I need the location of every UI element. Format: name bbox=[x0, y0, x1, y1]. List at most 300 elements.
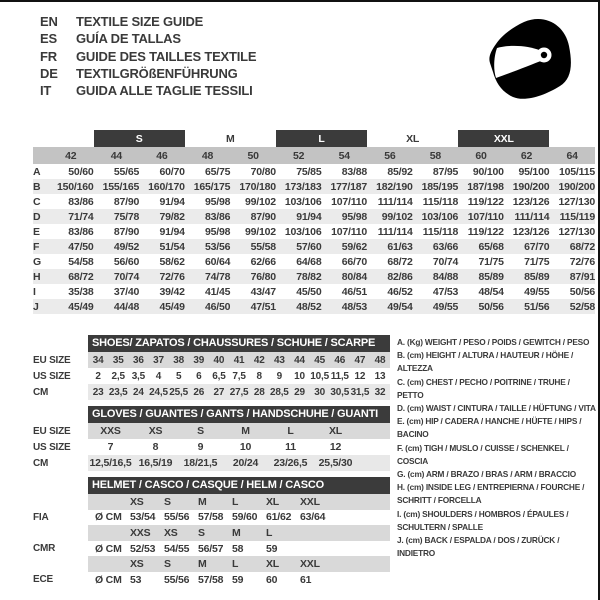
value-cell: 55/56 bbox=[164, 573, 190, 586]
size-column-header: 50 bbox=[230, 147, 276, 164]
size-cell: 47/51 bbox=[250, 300, 276, 313]
size-cell: 70/80 bbox=[250, 165, 276, 178]
size-cell: 123/126 bbox=[512, 195, 550, 208]
size-row-g bbox=[33, 254, 595, 269]
size-cell: 75/85 bbox=[296, 165, 322, 178]
size-cell: 103/106 bbox=[284, 225, 322, 238]
value-cell: XS bbox=[130, 495, 144, 508]
value-cell: 46 bbox=[334, 354, 346, 366]
sub-table-row bbox=[33, 541, 390, 557]
row-cells bbox=[88, 572, 390, 588]
size-cell: 55/58 bbox=[250, 240, 276, 253]
legend-item: I. (cm) SHOULDERS / HOMBROS / ÉPAULES / SCHULTERN / SPALLE bbox=[397, 508, 569, 532]
value-cell: 31,5 bbox=[350, 386, 370, 398]
size-row-j bbox=[33, 299, 595, 314]
value-cell: 4 bbox=[155, 370, 162, 382]
value-cell: 30,5 bbox=[330, 386, 350, 398]
size-cell: 45/50 bbox=[296, 285, 322, 298]
sub-table-row bbox=[33, 439, 390, 455]
value-cell: 12 bbox=[329, 441, 342, 453]
language-title: GUIDE DES TAILLES TEXTILE bbox=[76, 48, 257, 64]
size-cell: 160/170 bbox=[148, 180, 185, 193]
row-cells bbox=[88, 525, 390, 541]
value-cell: 16,5/19 bbox=[138, 457, 173, 469]
legend-item: F. (cm) TIGH / MUSLO / CUISSE / SCHENKEL / COSCIA bbox=[397, 442, 569, 466]
row-cells bbox=[88, 541, 390, 557]
language-code: ES bbox=[40, 31, 57, 47]
size-row-label: E bbox=[33, 225, 40, 238]
size-cell: 119/122 bbox=[467, 195, 504, 208]
language-code: FR bbox=[40, 48, 57, 64]
row-label: ECE bbox=[33, 574, 53, 586]
size-cell: 70/74 bbox=[432, 255, 459, 268]
value-cell: 10 bbox=[239, 441, 252, 453]
size-cell: 67/70 bbox=[524, 240, 550, 253]
value-cell: 47 bbox=[354, 354, 366, 366]
value-cell: 44 bbox=[294, 354, 305, 366]
size-cell: 55/65 bbox=[113, 165, 140, 178]
value-cell: 7 bbox=[107, 441, 114, 453]
language-title-list bbox=[40, 13, 256, 99]
size-cell: 170/180 bbox=[239, 180, 276, 193]
size-cell: 70/74 bbox=[113, 270, 140, 283]
size-column-header-row bbox=[33, 147, 595, 164]
size-cell: 91/94 bbox=[296, 210, 322, 223]
size-cell: 105/115 bbox=[559, 165, 595, 178]
diameter-cm-label: Ø CM bbox=[95, 573, 122, 586]
value-cell: 57/58 bbox=[198, 573, 224, 586]
value-cell: 5 bbox=[175, 370, 182, 382]
size-cell: 60/64 bbox=[205, 255, 231, 268]
size-cell: 35/38 bbox=[68, 285, 94, 298]
size-row-a bbox=[33, 164, 595, 179]
value-cell: 2,5 bbox=[111, 370, 125, 382]
row-label: CMR bbox=[33, 543, 56, 555]
size-cell: 83/88 bbox=[341, 165, 368, 178]
legend-item: J. (cm) BACK / ESPALDA / DOS / ZURÜCK / INDIETRO bbox=[397, 535, 560, 559]
textile-size-table bbox=[33, 130, 595, 314]
value-cell: M bbox=[198, 495, 207, 508]
value-cell: S bbox=[198, 526, 205, 539]
size-column-spacer bbox=[33, 147, 48, 164]
value-cell: 27 bbox=[213, 386, 225, 398]
size-cell: 95/98 bbox=[341, 210, 368, 223]
size-column-header: 64 bbox=[549, 147, 595, 164]
size-cell: 107/110 bbox=[467, 210, 504, 223]
value-cell: 60 bbox=[266, 573, 278, 586]
value-cell: 2 bbox=[95, 370, 101, 382]
sub-table-row bbox=[33, 423, 390, 439]
legend-item: B. (cm) HEIGHT / ALTURA / HAUTEUR / HÖHE / ALTEZZA bbox=[397, 350, 574, 374]
gloves-size-table bbox=[33, 406, 390, 471]
size-cell: 37/40 bbox=[113, 285, 140, 298]
row-cells bbox=[88, 352, 390, 368]
row-label: FIA bbox=[33, 511, 49, 523]
value-cell: 26 bbox=[193, 386, 205, 398]
size-row-label: G bbox=[33, 255, 41, 268]
sub-table-row bbox=[33, 455, 390, 471]
size-cell: 111/114 bbox=[514, 210, 550, 223]
diameter-cm-label: Ø CM bbox=[95, 511, 122, 524]
size-cell: 115/119 bbox=[559, 210, 595, 223]
value-cell: 56/57 bbox=[198, 542, 224, 555]
size-cell: 39/42 bbox=[159, 285, 185, 298]
size-cell: 99/102 bbox=[244, 225, 276, 238]
sub-table-row bbox=[33, 368, 390, 384]
language-title: GUIDA ALLE TAGLIE TESSILI bbox=[76, 83, 253, 99]
size-cell: 185/195 bbox=[421, 180, 459, 193]
value-cell: XXS bbox=[130, 526, 151, 539]
size-cell: 50/60 bbox=[68, 165, 94, 178]
size-cell: 150/160 bbox=[57, 180, 94, 193]
size-cell: 48/53 bbox=[341, 300, 368, 313]
size-cell: 46/51 bbox=[341, 285, 368, 298]
value-cell: 53/54 bbox=[130, 511, 156, 524]
size-cell: 41/45 bbox=[205, 285, 231, 298]
size-cell: 45/49 bbox=[159, 300, 185, 313]
size-cell: 95/98 bbox=[205, 195, 231, 208]
sub-table-row bbox=[33, 384, 390, 400]
value-cell: 6 bbox=[196, 370, 202, 382]
size-cell: 95/100 bbox=[518, 165, 550, 178]
size-cell: 65/75 bbox=[205, 165, 231, 178]
size-cell: 68/72 bbox=[569, 240, 595, 253]
size-cell: 87/90 bbox=[250, 210, 276, 223]
value-cell: 36 bbox=[132, 354, 144, 366]
size-cell: 83/86 bbox=[205, 210, 231, 223]
size-cell: 47/53 bbox=[432, 285, 459, 298]
size-cell: 123/126 bbox=[512, 225, 550, 238]
value-cell: L bbox=[232, 495, 239, 508]
row-cells bbox=[88, 510, 390, 526]
size-row-d bbox=[33, 209, 595, 224]
size-column-header: 60 bbox=[458, 147, 504, 164]
row-cells bbox=[88, 384, 390, 400]
size-cell: 71/74 bbox=[68, 210, 94, 223]
size-column-header: 58 bbox=[413, 147, 459, 164]
racing-helmet-icon bbox=[488, 17, 572, 109]
size-row-label: B bbox=[33, 180, 41, 193]
helmet-size-table bbox=[33, 477, 390, 588]
size-row-i bbox=[33, 284, 595, 299]
size-cell: 187/198 bbox=[467, 180, 504, 193]
size-cell: 84/88 bbox=[432, 270, 459, 283]
row-label: EU SIZE bbox=[33, 425, 71, 437]
sub-table-row bbox=[33, 494, 390, 510]
racing-helmet-graphic bbox=[488, 17, 572, 109]
row-label: US SIZE bbox=[33, 370, 71, 382]
value-cell: 23/26,5 bbox=[273, 457, 308, 469]
value-cell: L bbox=[287, 425, 294, 437]
helmet-table-rows bbox=[33, 494, 390, 588]
value-cell: XXS bbox=[100, 425, 121, 437]
value-cell: 61/62 bbox=[266, 511, 292, 524]
value-cell: XS bbox=[164, 526, 178, 539]
measurement-legend bbox=[397, 336, 597, 560]
legend-item: G. (cm) ARM / BRAZO / BRAS / ARM / BRACCIO bbox=[397, 469, 577, 480]
value-cell: M bbox=[232, 526, 241, 539]
value-cell: 23,5 bbox=[108, 386, 128, 398]
size-cell: 83/86 bbox=[68, 225, 94, 238]
value-cell: 63/64 bbox=[300, 511, 326, 524]
size-cell: 165/175 bbox=[193, 180, 231, 193]
helmet-table-title: HELMET / CASCO / CASQUE / HELM / CASCO bbox=[88, 477, 390, 494]
value-cell: 32 bbox=[374, 386, 386, 398]
size-column-header: 44 bbox=[94, 147, 140, 164]
size-cell: 182/190 bbox=[376, 180, 413, 193]
value-cell: 8 bbox=[152, 441, 159, 453]
size-cell: 155/165 bbox=[102, 180, 140, 193]
size-cell: 63/66 bbox=[432, 240, 459, 253]
size-cell: 61/63 bbox=[387, 240, 413, 253]
shoes-size-table bbox=[33, 335, 390, 400]
value-cell: 27,5 bbox=[229, 386, 249, 398]
size-cell: 59/62 bbox=[341, 240, 368, 253]
size-cell: 46/52 bbox=[387, 285, 413, 298]
language-code: IT bbox=[40, 83, 52, 99]
size-cell: 79/82 bbox=[159, 210, 185, 223]
value-cell: 29 bbox=[294, 386, 305, 398]
size-cell: 85/89 bbox=[524, 270, 550, 283]
size-cell: 119/122 bbox=[467, 225, 504, 238]
value-cell: 25,5 bbox=[169, 386, 188, 398]
value-cell: 34 bbox=[92, 354, 104, 366]
value-cell: 58 bbox=[232, 542, 244, 555]
legend-item: E. (cm) HIP / CADERA / HANCHE / HÜFTE / HIPS / BACINO bbox=[397, 416, 582, 440]
size-cell: 127/130 bbox=[558, 195, 595, 208]
row-cells bbox=[88, 556, 390, 572]
value-cell: 11,5 bbox=[330, 370, 349, 382]
size-cell: 76/80 bbox=[250, 270, 276, 283]
size-cell: 48/52 bbox=[296, 300, 322, 313]
value-cell: 9 bbox=[197, 441, 204, 453]
language-title: GUÍA DE TALLAS bbox=[76, 31, 181, 47]
size-row-label: I bbox=[33, 285, 36, 298]
size-cell: 54/58 bbox=[68, 255, 94, 268]
size-cell: 127/130 bbox=[558, 225, 595, 238]
shoes-table-title: SHOES/ ZAPATOS / CHAUSSURES / SCHUHE / SCARPE bbox=[88, 335, 390, 352]
size-column-header: 48 bbox=[185, 147, 231, 164]
band-spacer bbox=[33, 130, 94, 147]
size-row-label: F bbox=[33, 240, 40, 253]
legend-item: D. (cm) WAIST / CINTURA / TAILLE / HÜFTUNG / VITA bbox=[397, 403, 596, 414]
sub-table-row bbox=[33, 556, 390, 572]
value-cell: 25,5/30 bbox=[318, 457, 353, 469]
size-cell: 99/102 bbox=[244, 195, 276, 208]
size-cell: 64/68 bbox=[296, 255, 322, 268]
value-cell: 28 bbox=[253, 386, 265, 398]
size-row-e bbox=[33, 224, 595, 239]
size-row-label: A bbox=[33, 165, 41, 178]
legend-item: A. (Kg) WEIGHT / PESO / POIDS / GEWITCH / PESO bbox=[397, 337, 590, 347]
size-cell: 49/55 bbox=[432, 300, 459, 313]
size-cell: 95/98 bbox=[205, 225, 231, 238]
value-cell: 43 bbox=[273, 354, 285, 366]
size-cell: 72/76 bbox=[159, 270, 185, 283]
value-cell: 18/21,5 bbox=[183, 457, 218, 469]
value-cell: 35 bbox=[112, 354, 124, 366]
size-cell: 111/114 bbox=[377, 225, 413, 238]
size-cell: 82/86 bbox=[387, 270, 413, 283]
sub-table-row bbox=[33, 510, 390, 526]
value-cell: L bbox=[232, 558, 239, 571]
size-cell: 87/90 bbox=[113, 195, 140, 208]
language-row bbox=[40, 48, 256, 65]
size-cell: 60/70 bbox=[159, 165, 185, 178]
size-row-h bbox=[33, 269, 595, 284]
size-row-c bbox=[33, 194, 595, 209]
size-cell: 56/60 bbox=[113, 255, 140, 268]
size-cell: 78/82 bbox=[296, 270, 322, 283]
value-cell: L bbox=[266, 526, 273, 539]
size-cell: 74/78 bbox=[205, 270, 231, 283]
row-label: EU SIZE bbox=[33, 354, 71, 366]
value-cell: 41 bbox=[233, 354, 245, 366]
value-cell: 7,5 bbox=[232, 370, 246, 382]
value-cell: 10 bbox=[294, 370, 305, 382]
value-cell: 57/58 bbox=[198, 511, 224, 524]
size-cell: 51/54 bbox=[159, 240, 185, 253]
value-cell: 37 bbox=[153, 354, 164, 366]
value-cell: 12 bbox=[354, 370, 366, 382]
value-cell: 52/53 bbox=[130, 542, 156, 555]
size-cell: 57/60 bbox=[296, 240, 322, 253]
value-cell: 30 bbox=[314, 386, 325, 398]
size-cell: 53/56 bbox=[205, 240, 231, 253]
value-cell: 13 bbox=[374, 370, 386, 382]
value-cell: 45 bbox=[314, 354, 325, 366]
value-cell: 54/55 bbox=[164, 542, 190, 555]
size-band-xxl: XXL bbox=[458, 130, 549, 147]
value-cell: XL bbox=[266, 558, 280, 571]
size-row-b bbox=[33, 179, 595, 194]
size-cell: 46/50 bbox=[205, 300, 231, 313]
value-cell: 61 bbox=[300, 573, 312, 586]
size-cell: 68/72 bbox=[387, 255, 413, 268]
size-cell: 99/102 bbox=[381, 210, 413, 223]
size-cell: 91/94 bbox=[159, 225, 185, 238]
size-row-label: C bbox=[33, 195, 41, 208]
size-row-label: J bbox=[33, 300, 39, 313]
gloves-table-title: GLOVES / GUANTES / GANTS / HANDSCHUHE / GUANTI bbox=[88, 406, 390, 423]
row-cells bbox=[88, 368, 390, 384]
row-cells bbox=[88, 439, 390, 455]
language-row bbox=[40, 13, 256, 30]
size-row-label: H bbox=[33, 270, 41, 283]
size-cell: 75/78 bbox=[113, 210, 140, 223]
size-cell: 115/118 bbox=[422, 225, 459, 238]
size-cell: 87/91 bbox=[569, 270, 595, 283]
size-cell: 190/200 bbox=[512, 180, 550, 193]
size-cell: 85/92 bbox=[387, 165, 413, 178]
value-cell: 48 bbox=[374, 354, 386, 366]
size-cell: 51/56 bbox=[524, 300, 550, 313]
size-cell: 107/110 bbox=[331, 225, 368, 238]
value-cell: M bbox=[241, 425, 250, 437]
size-cell: 80/84 bbox=[341, 270, 368, 283]
size-column-header: 42 bbox=[48, 147, 94, 164]
value-cell: 38 bbox=[173, 354, 184, 366]
language-row bbox=[40, 30, 256, 47]
size-band-row bbox=[33, 130, 595, 147]
language-code: EN bbox=[40, 14, 58, 29]
size-cell: 44/48 bbox=[113, 300, 140, 313]
size-band-xl: XL bbox=[406, 132, 420, 145]
legend-item: C. (cm) CHEST / PECHO / POITRINE / TRUHE / PETTO bbox=[397, 376, 570, 400]
value-cell: 23 bbox=[92, 386, 104, 398]
row-label: CM bbox=[33, 386, 49, 398]
value-cell: XXL bbox=[300, 495, 320, 508]
row-cells bbox=[88, 455, 390, 471]
value-cell: 39 bbox=[193, 354, 205, 366]
value-cell: 3,5 bbox=[131, 370, 145, 382]
language-row bbox=[40, 65, 256, 82]
value-cell: XS bbox=[130, 558, 144, 571]
value-cell: 28,5 bbox=[270, 386, 289, 398]
shoes-table-rows bbox=[33, 352, 390, 400]
value-cell: XL bbox=[328, 425, 343, 437]
size-cell: 52/58 bbox=[569, 300, 595, 313]
sub-table-row bbox=[33, 525, 390, 541]
size-column-header: 62 bbox=[504, 147, 550, 164]
value-cell: 53 bbox=[130, 573, 142, 586]
size-cell: 50/56 bbox=[569, 285, 595, 298]
size-cell: 71/75 bbox=[524, 255, 550, 268]
size-row-f bbox=[33, 239, 595, 254]
value-cell: S bbox=[164, 495, 171, 508]
language-code: DE bbox=[40, 65, 58, 81]
size-cell: 103/106 bbox=[421, 210, 459, 223]
size-row-label: D bbox=[33, 210, 41, 223]
value-cell: 9 bbox=[276, 370, 283, 382]
band-spacer bbox=[549, 130, 595, 147]
size-cell: 62/66 bbox=[250, 255, 276, 268]
size-cell: 49/52 bbox=[113, 240, 140, 253]
size-cell: 68/72 bbox=[68, 270, 94, 283]
size-cell: 65/68 bbox=[478, 240, 504, 253]
size-cell: 87/90 bbox=[113, 225, 140, 238]
value-cell: 59 bbox=[266, 542, 278, 555]
size-cell: 45/49 bbox=[68, 300, 94, 313]
size-cell: 190/200 bbox=[558, 180, 595, 193]
size-cell: 48/54 bbox=[478, 285, 504, 298]
size-column-header: 52 bbox=[276, 147, 322, 164]
sub-table-row bbox=[33, 572, 390, 588]
value-cell: 42 bbox=[253, 354, 265, 366]
size-cell: 177/187 bbox=[330, 180, 368, 193]
diameter-cm-label: Ø CM bbox=[95, 542, 122, 555]
value-cell: XS bbox=[148, 425, 163, 437]
language-row bbox=[40, 82, 256, 99]
size-cell: 66/70 bbox=[341, 255, 368, 268]
value-cell: 24,5 bbox=[149, 386, 168, 398]
size-cell: 87/95 bbox=[432, 165, 459, 178]
value-cell: S bbox=[164, 558, 171, 571]
value-cell: 10,5 bbox=[310, 370, 329, 382]
size-column-header: 46 bbox=[139, 147, 185, 164]
row-label: CM bbox=[33, 457, 49, 469]
size-cell: 111/114 bbox=[377, 195, 413, 208]
value-cell: 12,5/16,5 bbox=[89, 457, 132, 469]
value-cell: 24 bbox=[132, 386, 144, 398]
size-cell: 85/89 bbox=[478, 270, 504, 283]
size-cell: 71/75 bbox=[478, 255, 504, 268]
value-cell: 55/56 bbox=[164, 511, 190, 524]
size-cell: 72/76 bbox=[569, 255, 595, 268]
value-cell: XL bbox=[266, 495, 280, 508]
legend-item: H. (cm) INSIDE LEG / ENTREPIERNA / FOURCHE / SCHRITT / FORCELLA bbox=[397, 482, 585, 506]
size-column-header: 54 bbox=[321, 147, 367, 164]
